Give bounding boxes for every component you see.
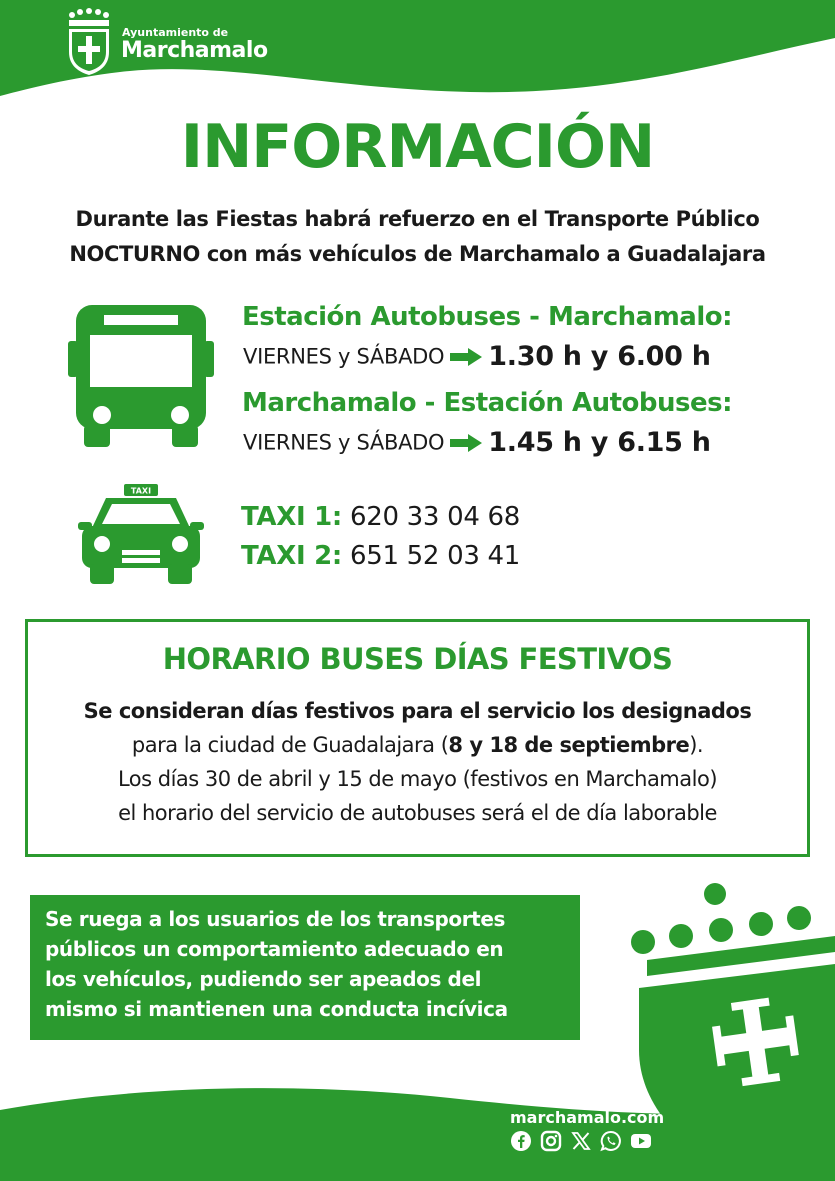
holiday-dates: 8 y 18 de septiembre [448,733,690,757]
arrow-right-icon [450,348,482,366]
taxi-phone[interactable]: 620 33 04 68 [349,502,521,532]
municipal-crest-large [625,880,835,1120]
holiday-text: Se consideran días festivos para el servicio los designados [83,699,752,723]
taxi-contact [241,541,520,571]
conduct-notice-box [30,895,580,1040]
instagram-icon[interactable] [540,1130,562,1152]
x-icon[interactable] [570,1130,592,1152]
holiday-title: HORARIO BUSES DÍAS FESTIVOS [162,642,673,676]
social-icons [510,1130,660,1154]
org-name: Marchamalo [121,38,268,63]
route-schedule [243,341,711,375]
taxi-phone[interactable]: 651 52 03 41 [349,541,521,571]
taxi-label: TAXI 1: [241,502,342,532]
taxi-icon [78,484,204,584]
facebook-icon[interactable] [510,1130,532,1152]
route-title: Marchamalo - Estación Autobuses: [242,388,732,418]
arrow-right-icon [450,434,482,452]
page-title: INFORMACIÓN [180,112,655,182]
municipal-crest-logo [66,8,112,76]
notice-text: mismo si mantienen una conducta incívica [45,997,508,1021]
holiday-text-part: ). [689,733,704,757]
holiday-text: el horario del servicio de autobuses será el de día laborable [118,801,717,825]
taxi-label: TAXI 2: [241,541,342,571]
taxi-sign-text: TAXI [130,486,152,496]
route-title: Estación Autobuses - Marchamalo: [242,302,732,332]
bus-icon [68,305,214,447]
route-schedule [243,427,711,461]
holiday-text [28,733,807,757]
schedule-times: 1.30 h y 6.00 h [488,341,711,372]
holiday-schedule-box [25,619,810,857]
whatsapp-icon[interactable] [600,1130,622,1152]
schedule-times: 1.45 h y 6.15 h [488,427,711,458]
notice-text: Se ruega a los usuarios de los transportes [45,907,506,931]
taxi-contact [241,502,520,532]
intro-line: Durante las Fiestas habrá refuerzo en el Transporte Público [75,207,760,231]
schedule-days: VIERNES y SÁBADO [243,344,445,369]
notice-text: públicos un comportamiento adecuado en [45,937,504,961]
holiday-text: Los días 30 de abril y 15 de mayo (festivos en Marchamalo) [117,767,718,791]
intro-line: NOCTURNO con más vehículos de Marchamalo a Guadalajara [69,242,766,266]
youtube-icon[interactable] [630,1130,652,1152]
notice-text: los vehículos, pudiendo ser apeados del [45,967,482,991]
holiday-text-part: para la ciudad de Guadalajara ( [131,733,449,757]
website-link[interactable]: marchamalo.com [510,1108,665,1127]
schedule-days: VIERNES y SÁBADO [243,430,445,455]
org-subtitle: Ayuntamiento de [122,26,229,39]
